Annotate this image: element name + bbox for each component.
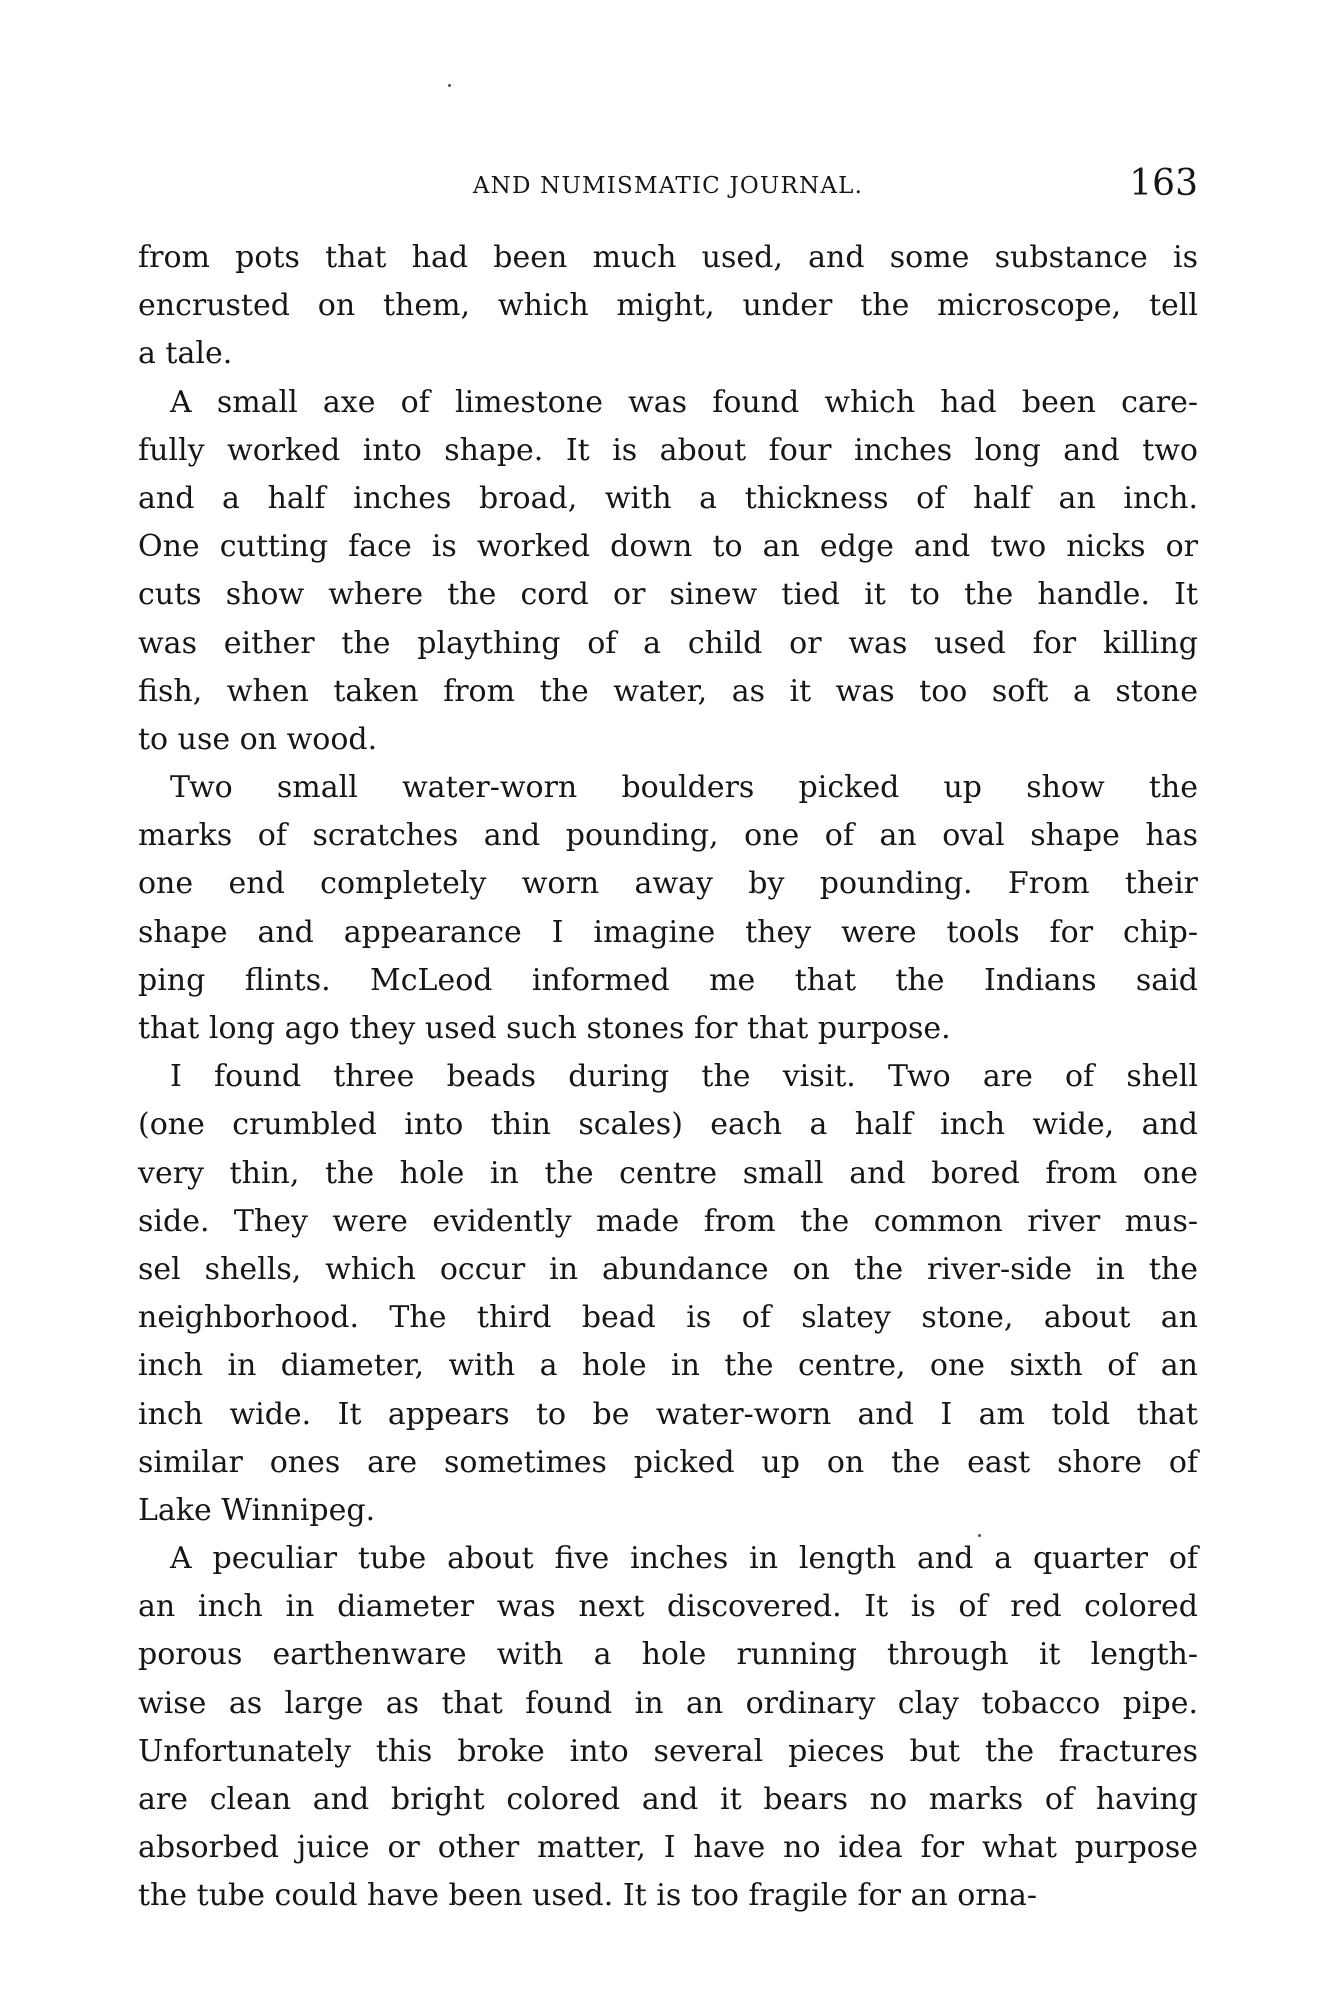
paragraph — [138, 1535, 1198, 1921]
paragraph — [138, 234, 1198, 379]
text-line: (one crumbled into thin scales) each a half inch wide, and — [138, 1107, 1198, 1143]
text-line: and a half inches broad, with a thickness of half an inch. — [138, 480, 1198, 516]
text-line: inch wide. It appears to be water-worn and I am told that — [138, 1396, 1198, 1432]
paragraph — [138, 1053, 1198, 1535]
text-line: absorbed juice or other matter, I have no idea for what purpose — [138, 1830, 1198, 1866]
text-line: One cutting face is worked down to an edge and two nicks or — [138, 529, 1198, 565]
text-line: neighborhood. The third bead is of slatey stone, about an — [138, 1300, 1198, 1336]
text-line: Two small water-worn boulders picked up show the — [170, 770, 1198, 806]
text-line: shape and appearance I imagine they were tools for chip- — [138, 914, 1198, 950]
page-header — [138, 165, 1198, 207]
text-line: similar ones are sometimes picked up on the east shore of — [138, 1444, 1198, 1480]
running-head: AND NUMISMATIC JOURNAL. — [472, 173, 864, 199]
text-line: fully worked into shape. It is about four inches long and two — [138, 432, 1198, 468]
text-line: A peculiar tube about five inches in length and a quarter of — [170, 1541, 1198, 1577]
paragraph — [138, 379, 1198, 765]
text-line: a tale. — [138, 336, 233, 372]
ink-speck — [448, 84, 451, 87]
text-line: an inch in diameter was next discovered. It is of red colored — [138, 1589, 1198, 1625]
text-line: that long ago they used such stones for that purpose. — [138, 1011, 951, 1046]
text-line: sel shells, which occur in abundance on the river-side in the — [138, 1251, 1198, 1287]
text-line: the tube could have been used. It is too fragile for an orna- — [138, 1878, 1038, 1914]
text-line: from pots that had been much used, and some substance is — [138, 240, 1198, 275]
text-line: I found three beads during the visit. Two are of shell — [170, 1059, 1198, 1095]
text-line: marks of scratches and pounding, one of an oval shape has — [138, 818, 1198, 854]
text-line: fish, when taken from the water, as it was too soft a stone — [138, 673, 1198, 709]
text-line: encrusted on them, which might, under the microscope, tell — [138, 288, 1198, 324]
text-line: very thin, the hole in the centre small and bored from one — [138, 1155, 1198, 1191]
text-line: cuts show where the cord or sinew tied it to the handle. It — [138, 577, 1198, 613]
text-line: to use on wood. — [138, 721, 378, 757]
text-line: wise as large as that found in an ordinary clay tobacco pipe. — [138, 1685, 1198, 1721]
paragraph — [138, 764, 1198, 1053]
text-line: was either the plaything of a child or was used for killing — [138, 625, 1198, 661]
text-line: porous earthenware with a hole running through it length- — [138, 1637, 1198, 1673]
page-number: 163 — [1129, 163, 1198, 204]
text-line: one end completely worn away by pounding. From their — [138, 866, 1198, 902]
text-line: side. They were evidently made from the common river mus- — [138, 1203, 1198, 1239]
text-line: Lake Winnipeg. — [138, 1492, 376, 1528]
text-line: A small axe of limestone was found which had been care- — [170, 384, 1198, 420]
text-line: Unfortunately this broke into several pieces but the fractures — [138, 1733, 1198, 1769]
text-line: ping flints. McLeod informed me that the Indians said — [138, 962, 1198, 998]
body-text — [138, 234, 1198, 1921]
text-line: are clean and bright colored and it bears no marks of having — [138, 1782, 1198, 1817]
text-line: inch in diameter, with a hole in the centre, one sixth of an — [138, 1348, 1198, 1384]
